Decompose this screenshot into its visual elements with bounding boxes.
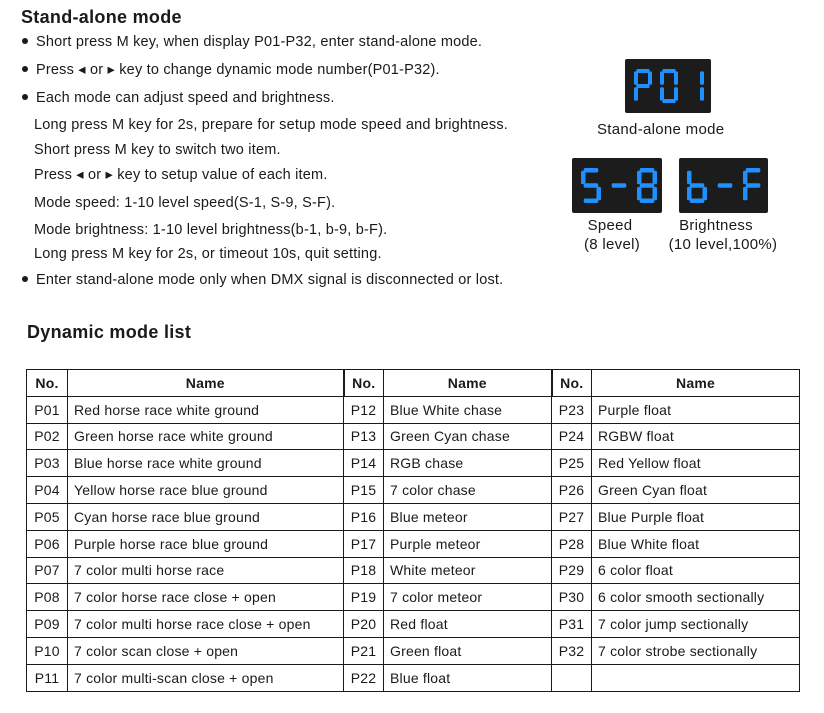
table-row	[27, 664, 800, 691]
mode-number-cell: P17	[344, 530, 384, 557]
speed-caption-line2: (8 level)	[583, 236, 641, 253]
segment-d	[690, 199, 705, 204]
mode-name-cell: Red Yellow float	[592, 450, 800, 477]
mode-number-cell: P11	[27, 664, 68, 691]
mode-number-cell: P22	[344, 664, 384, 691]
mode-number-cell: P05	[27, 503, 68, 530]
mode-number-cell: P10	[27, 637, 68, 664]
mode-name-cell: Green Cyan chase	[384, 423, 552, 450]
mode-name-cell: 7 color meteor	[384, 584, 552, 611]
mode-number-cell: P03	[27, 450, 68, 477]
mode-name-cell: Red horse race white ground	[68, 396, 344, 423]
mode-name-cell: Green float	[384, 637, 552, 664]
table-row	[27, 611, 800, 638]
segment-a	[584, 168, 599, 173]
mode-number-cell: P21	[344, 637, 384, 664]
segment-f	[637, 171, 642, 184]
mode-number-cell: P18	[344, 557, 384, 584]
mode-number-cell: P25	[552, 450, 592, 477]
mode-name-cell: Blue float	[384, 664, 552, 691]
dynamic-mode-table	[26, 369, 800, 692]
mode-number-cell: P16	[344, 503, 384, 530]
segment-a	[640, 168, 655, 173]
segment-g	[746, 183, 761, 188]
table-row	[27, 423, 800, 450]
mode-name-cell: Blue White float	[592, 530, 800, 557]
standalone-heading: Stand-alone mode	[21, 7, 182, 27]
mode-name-cell: Blue meteor	[384, 503, 552, 530]
segment-display-speed	[572, 158, 662, 213]
segment-a	[662, 69, 675, 73]
mode-name-cell: RGBW float	[592, 423, 800, 450]
instruction-text: Press ◂ or ▸ key to setup value of each item.	[34, 167, 328, 183]
mode-number-cell: P20	[344, 611, 384, 638]
segment-b	[653, 171, 658, 184]
segment-display-p01	[625, 59, 711, 113]
table-row	[27, 450, 800, 477]
brightness-caption-line2: (10 level,100%)	[668, 236, 778, 253]
instruction-text: Short press M key to switch two item.	[34, 142, 281, 158]
mode-name-cell: Blue horse race white ground	[68, 450, 344, 477]
mode-name-cell: 7 color horse race close + open	[68, 584, 344, 611]
table-row	[27, 637, 800, 664]
segment-e	[637, 187, 642, 200]
segment-a	[746, 168, 761, 173]
mode-number-cell: P04	[27, 477, 68, 504]
column-header: Name	[384, 370, 552, 397]
mode-name-cell: 7 color multi horse race close + open	[68, 611, 344, 638]
mode-name-cell: Cyan horse race blue ground	[68, 503, 344, 530]
mode-number-cell: P06	[27, 530, 68, 557]
lcd-display-main	[625, 59, 711, 113]
main-display-caption: Stand-alone mode	[597, 121, 725, 138]
mode-name-cell: 7 color multi horse race	[68, 557, 344, 584]
bullet-icon	[22, 94, 28, 100]
segment-f	[634, 71, 638, 84]
mode-number-cell: P07	[27, 557, 68, 584]
mode-number-cell: P32	[552, 637, 592, 664]
table-row	[27, 557, 800, 584]
segment-d	[584, 199, 599, 204]
mode-name-cell: Purple float	[592, 396, 800, 423]
segment-g	[636, 84, 649, 88]
table-header-row	[27, 370, 800, 397]
table-row	[27, 530, 800, 557]
mode-number-cell	[552, 664, 592, 691]
segment-e	[660, 87, 664, 100]
instruction-line	[22, 272, 503, 288]
segment-c	[703, 187, 708, 200]
instruction-text: Press ◂ or ▸ key to change dynamic mode number(P01-P32).	[36, 62, 440, 78]
mode-name-cell: Green horse race white ground	[68, 423, 344, 450]
mode-number-cell: P02	[27, 423, 68, 450]
mode-name-cell: 6 color smooth sectionally	[592, 584, 800, 611]
table-row	[27, 503, 800, 530]
segment-f	[687, 171, 692, 184]
mode-number-cell: P19	[344, 584, 384, 611]
segment-g	[612, 183, 627, 188]
lcd-display-brightness	[679, 158, 768, 213]
segment-c	[674, 87, 678, 100]
segment-c	[597, 187, 602, 200]
mode-number-cell: P30	[552, 584, 592, 611]
mode-number-cell: P14	[344, 450, 384, 477]
segment-c	[700, 87, 704, 100]
instruction-text: Long press M key for 2s, or timeout 10s, quit setting.	[34, 246, 382, 262]
segment-c	[653, 187, 658, 200]
mode-name-cell: RGB chase	[384, 450, 552, 477]
instruction-line	[34, 117, 508, 133]
mode-number-cell: P23	[552, 396, 592, 423]
mode-name-cell: Purple meteor	[384, 530, 552, 557]
segment-b	[674, 71, 678, 84]
mode-name-cell: Purple horse race blue ground	[68, 530, 344, 557]
speed-caption-line1: Speed	[587, 217, 633, 234]
mode-name-cell: 7 color scan close + open	[68, 637, 344, 664]
segment-f	[581, 171, 586, 184]
mode-name-cell: Blue Purple float	[592, 503, 800, 530]
segment-d	[662, 99, 675, 103]
dynamic-list-heading: Dynamic mode list	[27, 322, 192, 342]
mode-number-cell: P01	[27, 396, 68, 423]
mode-name-cell: 6 color float	[592, 557, 800, 584]
mode-number-cell: P29	[552, 557, 592, 584]
table-row	[27, 584, 800, 611]
mode-number-cell: P09	[27, 611, 68, 638]
segment-g	[640, 183, 655, 188]
segment-e	[743, 187, 748, 200]
segment-e	[634, 87, 638, 100]
mode-number-cell: P13	[344, 423, 384, 450]
mode-name-cell: Green Cyan float	[592, 477, 800, 504]
instruction-line	[22, 34, 482, 50]
segment-f	[743, 171, 748, 184]
instruction-line	[34, 167, 328, 183]
segment-g	[584, 183, 599, 188]
instruction-text: Mode speed: 1-10 level speed(S-1, S-9, S-F).	[34, 195, 336, 211]
mode-name-cell	[592, 664, 800, 691]
bullet-icon	[22, 276, 28, 282]
mode-number-cell: P24	[552, 423, 592, 450]
mode-number-cell: P15	[344, 477, 384, 504]
table-row	[27, 477, 800, 504]
instruction-text: Short press M key, when display P01-P32, enter stand-alone mode.	[36, 34, 483, 50]
segment-display-brightness	[679, 158, 768, 213]
mode-number-cell: P12	[344, 396, 384, 423]
mode-name-cell: White meteor	[384, 557, 552, 584]
column-header: No.	[27, 370, 68, 397]
brightness-caption-line1: Brightness	[679, 217, 753, 234]
column-header: No.	[344, 370, 384, 397]
segment-b	[648, 71, 652, 84]
segment-b	[700, 71, 704, 84]
mode-name-cell: 7 color jump sectionally	[592, 611, 800, 638]
instruction-line	[22, 90, 335, 106]
instruction-line	[22, 62, 440, 78]
column-header: Name	[592, 370, 800, 397]
mode-name-cell: Red float	[384, 611, 552, 638]
mode-name-cell: 7 color chase	[384, 477, 552, 504]
bullet-icon	[22, 38, 28, 44]
instruction-text: Mode brightness: 1-10 level brightness(b-1, b-9, b-F).	[34, 222, 388, 238]
instruction-line	[34, 195, 335, 211]
instruction-line	[34, 142, 281, 158]
column-header: Name	[68, 370, 344, 397]
mode-number-cell: P26	[552, 477, 592, 504]
instruction-line	[34, 246, 382, 262]
segment-a	[636, 69, 649, 73]
mode-name-cell: Yellow horse race blue ground	[68, 477, 344, 504]
bullet-icon	[22, 66, 28, 72]
lcd-display-speed	[572, 158, 662, 213]
mode-number-cell: P31	[552, 611, 592, 638]
mode-number-cell: P08	[27, 584, 68, 611]
instruction-text: Each mode can adjust speed and brightness.	[36, 90, 335, 106]
segment-f	[660, 71, 664, 84]
mode-name-cell: Blue White chase	[384, 396, 552, 423]
mode-name-cell: 7 color multi-scan close + open	[68, 664, 344, 691]
instruction-text: Enter stand-alone mode only when DMX signal is disconnected or lost.	[36, 272, 504, 288]
table-row	[27, 396, 800, 423]
column-header: No.	[552, 370, 592, 397]
mode-name-cell: 7 color strobe sectionally	[592, 637, 800, 664]
segment-d	[640, 199, 655, 204]
segment-e	[687, 187, 692, 200]
mode-number-cell: P28	[552, 530, 592, 557]
segment-g	[718, 183, 733, 188]
instruction-line	[34, 222, 387, 238]
instruction-text: Long press M key for 2s, prepare for setup mode speed and brightness.	[34, 117, 509, 133]
mode-number-cell: P27	[552, 503, 592, 530]
segment-g	[690, 183, 705, 188]
